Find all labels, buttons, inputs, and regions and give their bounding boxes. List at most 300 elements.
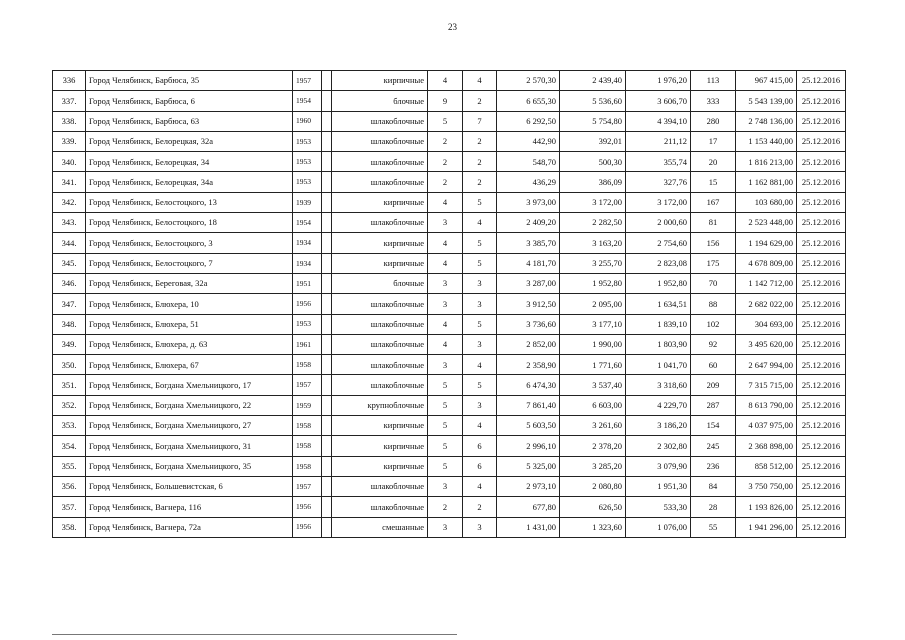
- cell-address: Город Челябинск, Богдана Хмельницкого, 35: [86, 456, 293, 476]
- page-number: 23: [448, 22, 457, 32]
- cell-floors: 3: [428, 476, 463, 496]
- cell-total-area: 5 325,00: [497, 456, 560, 476]
- cell-cost: 1 193 826,00: [736, 497, 797, 517]
- cell-floors: 5: [428, 416, 463, 436]
- cell-entrances: 3: [463, 334, 497, 354]
- cell-entrances: 3: [463, 395, 497, 415]
- cell-floors: 9: [428, 91, 463, 111]
- cell-entrances: 4: [463, 476, 497, 496]
- table-row: [53, 375, 846, 395]
- cell-entrances: 3: [463, 517, 497, 537]
- cell-empty: [322, 416, 332, 436]
- cell-total-area: 2 570,30: [497, 71, 560, 91]
- cell-premises-area: 2 282,50: [560, 213, 626, 233]
- cell-address: Город Челябинск, Белостоцкого, 7: [86, 253, 293, 273]
- cell-premises-area: 3 172,00: [560, 192, 626, 212]
- cell-cost: 1 162 881,00: [736, 172, 797, 192]
- cell-year-built: 1958: [293, 456, 322, 476]
- cell-floors: 3: [428, 355, 463, 375]
- cell-premises-area: 626,50: [560, 497, 626, 517]
- cell-empty: [322, 91, 332, 111]
- cell-year-built: 1958: [293, 355, 322, 375]
- cell-year-built: 1957: [293, 476, 322, 496]
- cell-premises-area: 3 255,70: [560, 253, 626, 273]
- cell-total-area: 2 409,20: [497, 213, 560, 233]
- cell-wall-material: шлакоблочные: [332, 334, 428, 354]
- cell-premises-area: 500,30: [560, 152, 626, 172]
- cell-entrances: 2: [463, 131, 497, 151]
- table-row: [53, 233, 846, 253]
- cell-residential-area: 2 754,60: [626, 233, 691, 253]
- cell-wall-material: шлакоблочные: [332, 375, 428, 395]
- cell-wall-material: смешанные: [332, 517, 428, 537]
- cell-row-number: 344.: [53, 233, 86, 253]
- cell-year-built: 1953: [293, 152, 322, 172]
- cell-address: Город Челябинск, Богдана Хмельницкого, 22: [86, 395, 293, 415]
- cell-premises-area: 1 990,00: [560, 334, 626, 354]
- cell-residential-area: 1 041,70: [626, 355, 691, 375]
- cell-residential-area: 355,74: [626, 152, 691, 172]
- cell-floors: 2: [428, 152, 463, 172]
- cell-entrances: 2: [463, 91, 497, 111]
- cell-floors: 3: [428, 213, 463, 233]
- cell-residents: 154: [691, 416, 736, 436]
- cell-address: Город Челябинск, Белостоцкого, 18: [86, 213, 293, 233]
- cell-entrances: 5: [463, 375, 497, 395]
- cell-total-area: 6 655,30: [497, 91, 560, 111]
- cell-year-built: 1956: [293, 294, 322, 314]
- cell-wall-material: кирпичные: [332, 233, 428, 253]
- cell-total-area: 2 358,90: [497, 355, 560, 375]
- cell-row-number: 339.: [53, 131, 86, 151]
- cell-total-area: 436,29: [497, 172, 560, 192]
- cell-floors: 5: [428, 111, 463, 131]
- cell-floors: 3: [428, 294, 463, 314]
- cell-premises-area: 2 378,20: [560, 436, 626, 456]
- cell-year-built: 1954: [293, 213, 322, 233]
- cell-residential-area: 1 803,90: [626, 334, 691, 354]
- cell-date: 25.12.2016: [797, 71, 846, 91]
- cell-floors: 5: [428, 456, 463, 476]
- cell-year-built: 1934: [293, 253, 322, 273]
- cell-row-number: 358.: [53, 517, 86, 537]
- cell-wall-material: шлакоблочные: [332, 497, 428, 517]
- cell-residents: 113: [691, 71, 736, 91]
- cell-empty: [322, 192, 332, 212]
- cell-row-number: 354.: [53, 436, 86, 456]
- cell-residents: 102: [691, 314, 736, 334]
- table-row: [53, 355, 846, 375]
- cell-date: 25.12.2016: [797, 314, 846, 334]
- cell-total-area: 2 852,00: [497, 334, 560, 354]
- cell-residents: 70: [691, 273, 736, 293]
- cell-premises-area: 3 163,20: [560, 233, 626, 253]
- cell-address: Город Челябинск, Вагнера, 116: [86, 497, 293, 517]
- cell-empty: [322, 172, 332, 192]
- cell-year-built: 1961: [293, 334, 322, 354]
- cell-empty: [322, 294, 332, 314]
- cell-row-number: 347.: [53, 294, 86, 314]
- cell-wall-material: шлакоблочные: [332, 314, 428, 334]
- cell-address: Город Челябинск, Блюхера, 51: [86, 314, 293, 334]
- cell-year-built: 1954: [293, 91, 322, 111]
- cell-empty: [322, 213, 332, 233]
- cell-residents: 333: [691, 91, 736, 111]
- cell-residential-area: 3 606,70: [626, 91, 691, 111]
- cell-address: Город Челябинск, Богдана Хмельницкого, 27: [86, 416, 293, 436]
- cell-residential-area: 327,76: [626, 172, 691, 192]
- cell-floors: 2: [428, 497, 463, 517]
- cell-row-number: 338.: [53, 111, 86, 131]
- cell-residents: 15: [691, 172, 736, 192]
- cell-row-number: 336: [53, 71, 86, 91]
- table-row: [53, 517, 846, 537]
- cell-row-number: 343.: [53, 213, 86, 233]
- cell-residents: 167: [691, 192, 736, 212]
- cell-date: 25.12.2016: [797, 172, 846, 192]
- cell-row-number: 348.: [53, 314, 86, 334]
- cell-premises-area: 5 536,60: [560, 91, 626, 111]
- cell-cost: 5 543 139,00: [736, 91, 797, 111]
- cell-year-built: 1934: [293, 233, 322, 253]
- table-row: [53, 213, 846, 233]
- cell-row-number: 353.: [53, 416, 86, 436]
- cell-date: 25.12.2016: [797, 233, 846, 253]
- cell-address: Город Челябинск, Белостоцкого, 3: [86, 233, 293, 253]
- table-row: [53, 91, 846, 111]
- cell-wall-material: кирпичные: [332, 192, 428, 212]
- cell-address: Город Челябинск, Вагнера, 72а: [86, 517, 293, 537]
- cell-premises-area: 1 952,80: [560, 273, 626, 293]
- cell-residential-area: 1 634,51: [626, 294, 691, 314]
- cell-premises-area: 2 439,40: [560, 71, 626, 91]
- cell-wall-material: шлакоблочные: [332, 476, 428, 496]
- cell-date: 25.12.2016: [797, 192, 846, 212]
- cell-wall-material: кирпичные: [332, 456, 428, 476]
- cell-entrances: 5: [463, 233, 497, 253]
- cell-address: Город Челябинск, Барбюса, 6: [86, 91, 293, 111]
- cell-premises-area: 2 095,00: [560, 294, 626, 314]
- cell-address: Город Челябинск, Белорецкая, 34а: [86, 172, 293, 192]
- cell-total-area: 2 973,10: [497, 476, 560, 496]
- table-row: [53, 416, 846, 436]
- table-row: [53, 456, 846, 476]
- cell-residential-area: 1 976,20: [626, 71, 691, 91]
- cell-premises-area: 3 537,40: [560, 375, 626, 395]
- cell-floors: 4: [428, 71, 463, 91]
- cell-entrances: 4: [463, 355, 497, 375]
- cell-empty: [322, 71, 332, 91]
- cell-premises-area: 3 261,60: [560, 416, 626, 436]
- cell-residents: 81: [691, 213, 736, 233]
- cell-residential-area: 211,12: [626, 131, 691, 151]
- cell-year-built: 1957: [293, 375, 322, 395]
- cell-cost: 2 682 022,00: [736, 294, 797, 314]
- cell-floors: 4: [428, 192, 463, 212]
- cell-empty: [322, 456, 332, 476]
- cell-date: 25.12.2016: [797, 131, 846, 151]
- cell-year-built: 1960: [293, 111, 322, 131]
- cell-cost: 1 941 296,00: [736, 517, 797, 537]
- cell-wall-material: блочные: [332, 91, 428, 111]
- cell-row-number: 352.: [53, 395, 86, 415]
- cell-premises-area: 2 080,80: [560, 476, 626, 496]
- cell-year-built: 1959: [293, 395, 322, 415]
- cell-premises-area: 392,01: [560, 131, 626, 151]
- cell-total-area: 3 912,50: [497, 294, 560, 314]
- table-row: [53, 273, 846, 293]
- cell-entrances: 6: [463, 456, 497, 476]
- cell-empty: [322, 273, 332, 293]
- cell-date: 25.12.2016: [797, 273, 846, 293]
- cell-total-area: 1 431,00: [497, 517, 560, 537]
- cell-residential-area: 3 172,00: [626, 192, 691, 212]
- cell-cost: 304 693,00: [736, 314, 797, 334]
- cell-total-area: 3 736,60: [497, 314, 560, 334]
- cell-wall-material: кирпичные: [332, 436, 428, 456]
- cell-empty: [322, 131, 332, 151]
- cell-date: 25.12.2016: [797, 375, 846, 395]
- cell-address: Город Челябинск, Блюхера, д. 63: [86, 334, 293, 354]
- cell-residential-area: 4 394,10: [626, 111, 691, 131]
- cell-wall-material: шлакоблочные: [332, 213, 428, 233]
- cell-residential-area: 2 823,08: [626, 253, 691, 273]
- cell-floors: 4: [428, 314, 463, 334]
- table-row: [53, 111, 846, 131]
- cell-residential-area: 1 952,80: [626, 273, 691, 293]
- cell-cost: 8 613 790,00: [736, 395, 797, 415]
- cell-empty: [322, 233, 332, 253]
- cell-year-built: 1953: [293, 314, 322, 334]
- cell-residential-area: 1 076,00: [626, 517, 691, 537]
- cell-residential-area: 3 318,60: [626, 375, 691, 395]
- cell-cost: 3 750 750,00: [736, 476, 797, 496]
- cell-entrances: 2: [463, 497, 497, 517]
- table-row: [53, 334, 846, 354]
- cell-residents: 280: [691, 111, 736, 131]
- cell-cost: 2 647 994,00: [736, 355, 797, 375]
- cell-date: 25.12.2016: [797, 395, 846, 415]
- cell-premises-area: 3 177,10: [560, 314, 626, 334]
- cell-row-number: 349.: [53, 334, 86, 354]
- cell-total-area: 5 603,50: [497, 416, 560, 436]
- cell-residential-area: 3 186,20: [626, 416, 691, 436]
- cell-empty: [322, 375, 332, 395]
- cell-date: 25.12.2016: [797, 152, 846, 172]
- cell-date: 25.12.2016: [797, 436, 846, 456]
- cell-premises-area: 1 323,60: [560, 517, 626, 537]
- cell-residential-area: 4 229,70: [626, 395, 691, 415]
- cell-floors: 4: [428, 253, 463, 273]
- cell-empty: [322, 111, 332, 131]
- cell-wall-material: шлакоблочные: [332, 355, 428, 375]
- cell-year-built: 1939: [293, 192, 322, 212]
- cell-total-area: 2 996,10: [497, 436, 560, 456]
- cell-date: 25.12.2016: [797, 91, 846, 111]
- cell-year-built: 1953: [293, 131, 322, 151]
- cell-residential-area: 1 951,30: [626, 476, 691, 496]
- cell-row-number: 357.: [53, 497, 86, 517]
- cell-total-area: 6 292,50: [497, 111, 560, 131]
- cell-premises-area: 6 603,00: [560, 395, 626, 415]
- cell-residents: 245: [691, 436, 736, 456]
- cell-cost: 1 142 712,00: [736, 273, 797, 293]
- cell-date: 25.12.2016: [797, 416, 846, 436]
- table-body: [53, 71, 846, 538]
- cell-address: Город Челябинск, Белостоцкого, 13: [86, 192, 293, 212]
- cell-date: 25.12.2016: [797, 517, 846, 537]
- cell-empty: [322, 152, 332, 172]
- cell-row-number: 340.: [53, 152, 86, 172]
- cell-total-area: 677,80: [497, 497, 560, 517]
- cell-residential-area: 2 000,60: [626, 213, 691, 233]
- cell-wall-material: шлакоблочные: [332, 131, 428, 151]
- table-row: [53, 436, 846, 456]
- cell-entrances: 2: [463, 172, 497, 192]
- cell-address: Город Челябинск, Барбюса, 35: [86, 71, 293, 91]
- cell-date: 25.12.2016: [797, 253, 846, 273]
- table-row: [53, 192, 846, 212]
- cell-residential-area: 1 839,10: [626, 314, 691, 334]
- cell-floors: 3: [428, 273, 463, 293]
- cell-floors: 5: [428, 436, 463, 456]
- cell-floors: 2: [428, 172, 463, 192]
- table-row: [53, 314, 846, 334]
- cell-date: 25.12.2016: [797, 497, 846, 517]
- cell-wall-material: шлакоблочные: [332, 111, 428, 131]
- cell-empty: [322, 436, 332, 456]
- table-row: [53, 497, 846, 517]
- cell-total-area: 442,90: [497, 131, 560, 151]
- cell-premises-area: 5 754,80: [560, 111, 626, 131]
- cell-wall-material: блочные: [332, 273, 428, 293]
- cell-year-built: 1956: [293, 517, 322, 537]
- cell-date: 25.12.2016: [797, 294, 846, 314]
- cell-year-built: 1957: [293, 71, 322, 91]
- cell-entrances: 7: [463, 111, 497, 131]
- cell-residential-area: 533,30: [626, 497, 691, 517]
- cell-row-number: 341.: [53, 172, 86, 192]
- cell-cost: 7 315 715,00: [736, 375, 797, 395]
- cell-address: Город Челябинск, Береговая, 32а: [86, 273, 293, 293]
- cell-empty: [322, 334, 332, 354]
- cell-total-area: 548,70: [497, 152, 560, 172]
- cell-address: Город Челябинск, Блюхера, 10: [86, 294, 293, 314]
- cell-empty: [322, 355, 332, 375]
- housing-registry-table: [52, 70, 846, 538]
- cell-residents: 175: [691, 253, 736, 273]
- cell-residents: 156: [691, 233, 736, 253]
- cell-address: Город Челябинск, Белорецкая, 34: [86, 152, 293, 172]
- cell-empty: [322, 314, 332, 334]
- cell-cost: 858 512,00: [736, 456, 797, 476]
- cell-date: 25.12.2016: [797, 213, 846, 233]
- cell-row-number: 351.: [53, 375, 86, 395]
- cell-floors: 5: [428, 375, 463, 395]
- cell-total-area: 3 973,00: [497, 192, 560, 212]
- cell-row-number: 355.: [53, 456, 86, 476]
- cell-residents: 20: [691, 152, 736, 172]
- cell-date: 25.12.2016: [797, 355, 846, 375]
- cell-row-number: 350.: [53, 355, 86, 375]
- cell-entrances: 4: [463, 213, 497, 233]
- cell-total-area: 3 287,00: [497, 273, 560, 293]
- cell-date: 25.12.2016: [797, 476, 846, 496]
- cell-cost: 4 037 975,00: [736, 416, 797, 436]
- cell-year-built: 1953: [293, 172, 322, 192]
- cell-entrances: 6: [463, 436, 497, 456]
- cell-address: Город Челябинск, Белорецкая, 32а: [86, 131, 293, 151]
- cell-residential-area: 3 079,90: [626, 456, 691, 476]
- cell-year-built: 1956: [293, 497, 322, 517]
- table-row: [53, 71, 846, 91]
- cell-residents: 92: [691, 334, 736, 354]
- cell-date: 25.12.2016: [797, 456, 846, 476]
- cell-empty: [322, 517, 332, 537]
- cell-year-built: 1958: [293, 416, 322, 436]
- cell-empty: [322, 253, 332, 273]
- cell-wall-material: шлакоблочные: [332, 294, 428, 314]
- cell-floors: 4: [428, 334, 463, 354]
- cell-cost: 1 153 440,00: [736, 131, 797, 151]
- cell-floors: 3: [428, 517, 463, 537]
- cell-address: Город Челябинск, Барбюса, 63: [86, 111, 293, 131]
- cell-row-number: 342.: [53, 192, 86, 212]
- cell-cost: 4 678 809,00: [736, 253, 797, 273]
- cell-entrances: 5: [463, 192, 497, 212]
- cell-total-area: 3 385,70: [497, 233, 560, 253]
- cell-wall-material: кирпичные: [332, 71, 428, 91]
- cell-cost: 2 523 448,00: [736, 213, 797, 233]
- cell-date: 25.12.2016: [797, 111, 846, 131]
- cell-wall-material: кирпичные: [332, 253, 428, 273]
- cell-empty: [322, 395, 332, 415]
- cell-cost: 967 415,00: [736, 71, 797, 91]
- cell-row-number: 345.: [53, 253, 86, 273]
- cell-residents: 17: [691, 131, 736, 151]
- cell-residents: 209: [691, 375, 736, 395]
- cell-residents: 88: [691, 294, 736, 314]
- cell-cost: 103 680,00: [736, 192, 797, 212]
- table-row: [53, 294, 846, 314]
- cell-premises-area: 3 285,20: [560, 456, 626, 476]
- cell-wall-material: кирпичные: [332, 416, 428, 436]
- cell-entrances: 2: [463, 152, 497, 172]
- page-bottom-rule: [52, 634, 457, 635]
- cell-row-number: 356.: [53, 476, 86, 496]
- cell-residents: 28: [691, 497, 736, 517]
- cell-floors: 4: [428, 233, 463, 253]
- cell-premises-area: 386,09: [560, 172, 626, 192]
- cell-residents: 60: [691, 355, 736, 375]
- cell-cost: 2 368 898,00: [736, 436, 797, 456]
- cell-empty: [322, 497, 332, 517]
- cell-entrances: 5: [463, 314, 497, 334]
- cell-address: Город Челябинск, Богдана Хмельницкого, 17: [86, 375, 293, 395]
- cell-residents: 55: [691, 517, 736, 537]
- cell-cost: 3 495 620,00: [736, 334, 797, 354]
- cell-address: Город Челябинск, Большевистская, 6: [86, 476, 293, 496]
- cell-year-built: 1951: [293, 273, 322, 293]
- table-row: [53, 253, 846, 273]
- cell-residents: 236: [691, 456, 736, 476]
- cell-entrances: 4: [463, 416, 497, 436]
- cell-address: Город Челябинск, Блюхера, 67: [86, 355, 293, 375]
- cell-year-built: 1958: [293, 436, 322, 456]
- cell-row-number: 346.: [53, 273, 86, 293]
- cell-cost: 1 194 629,00: [736, 233, 797, 253]
- cell-floors: 2: [428, 131, 463, 151]
